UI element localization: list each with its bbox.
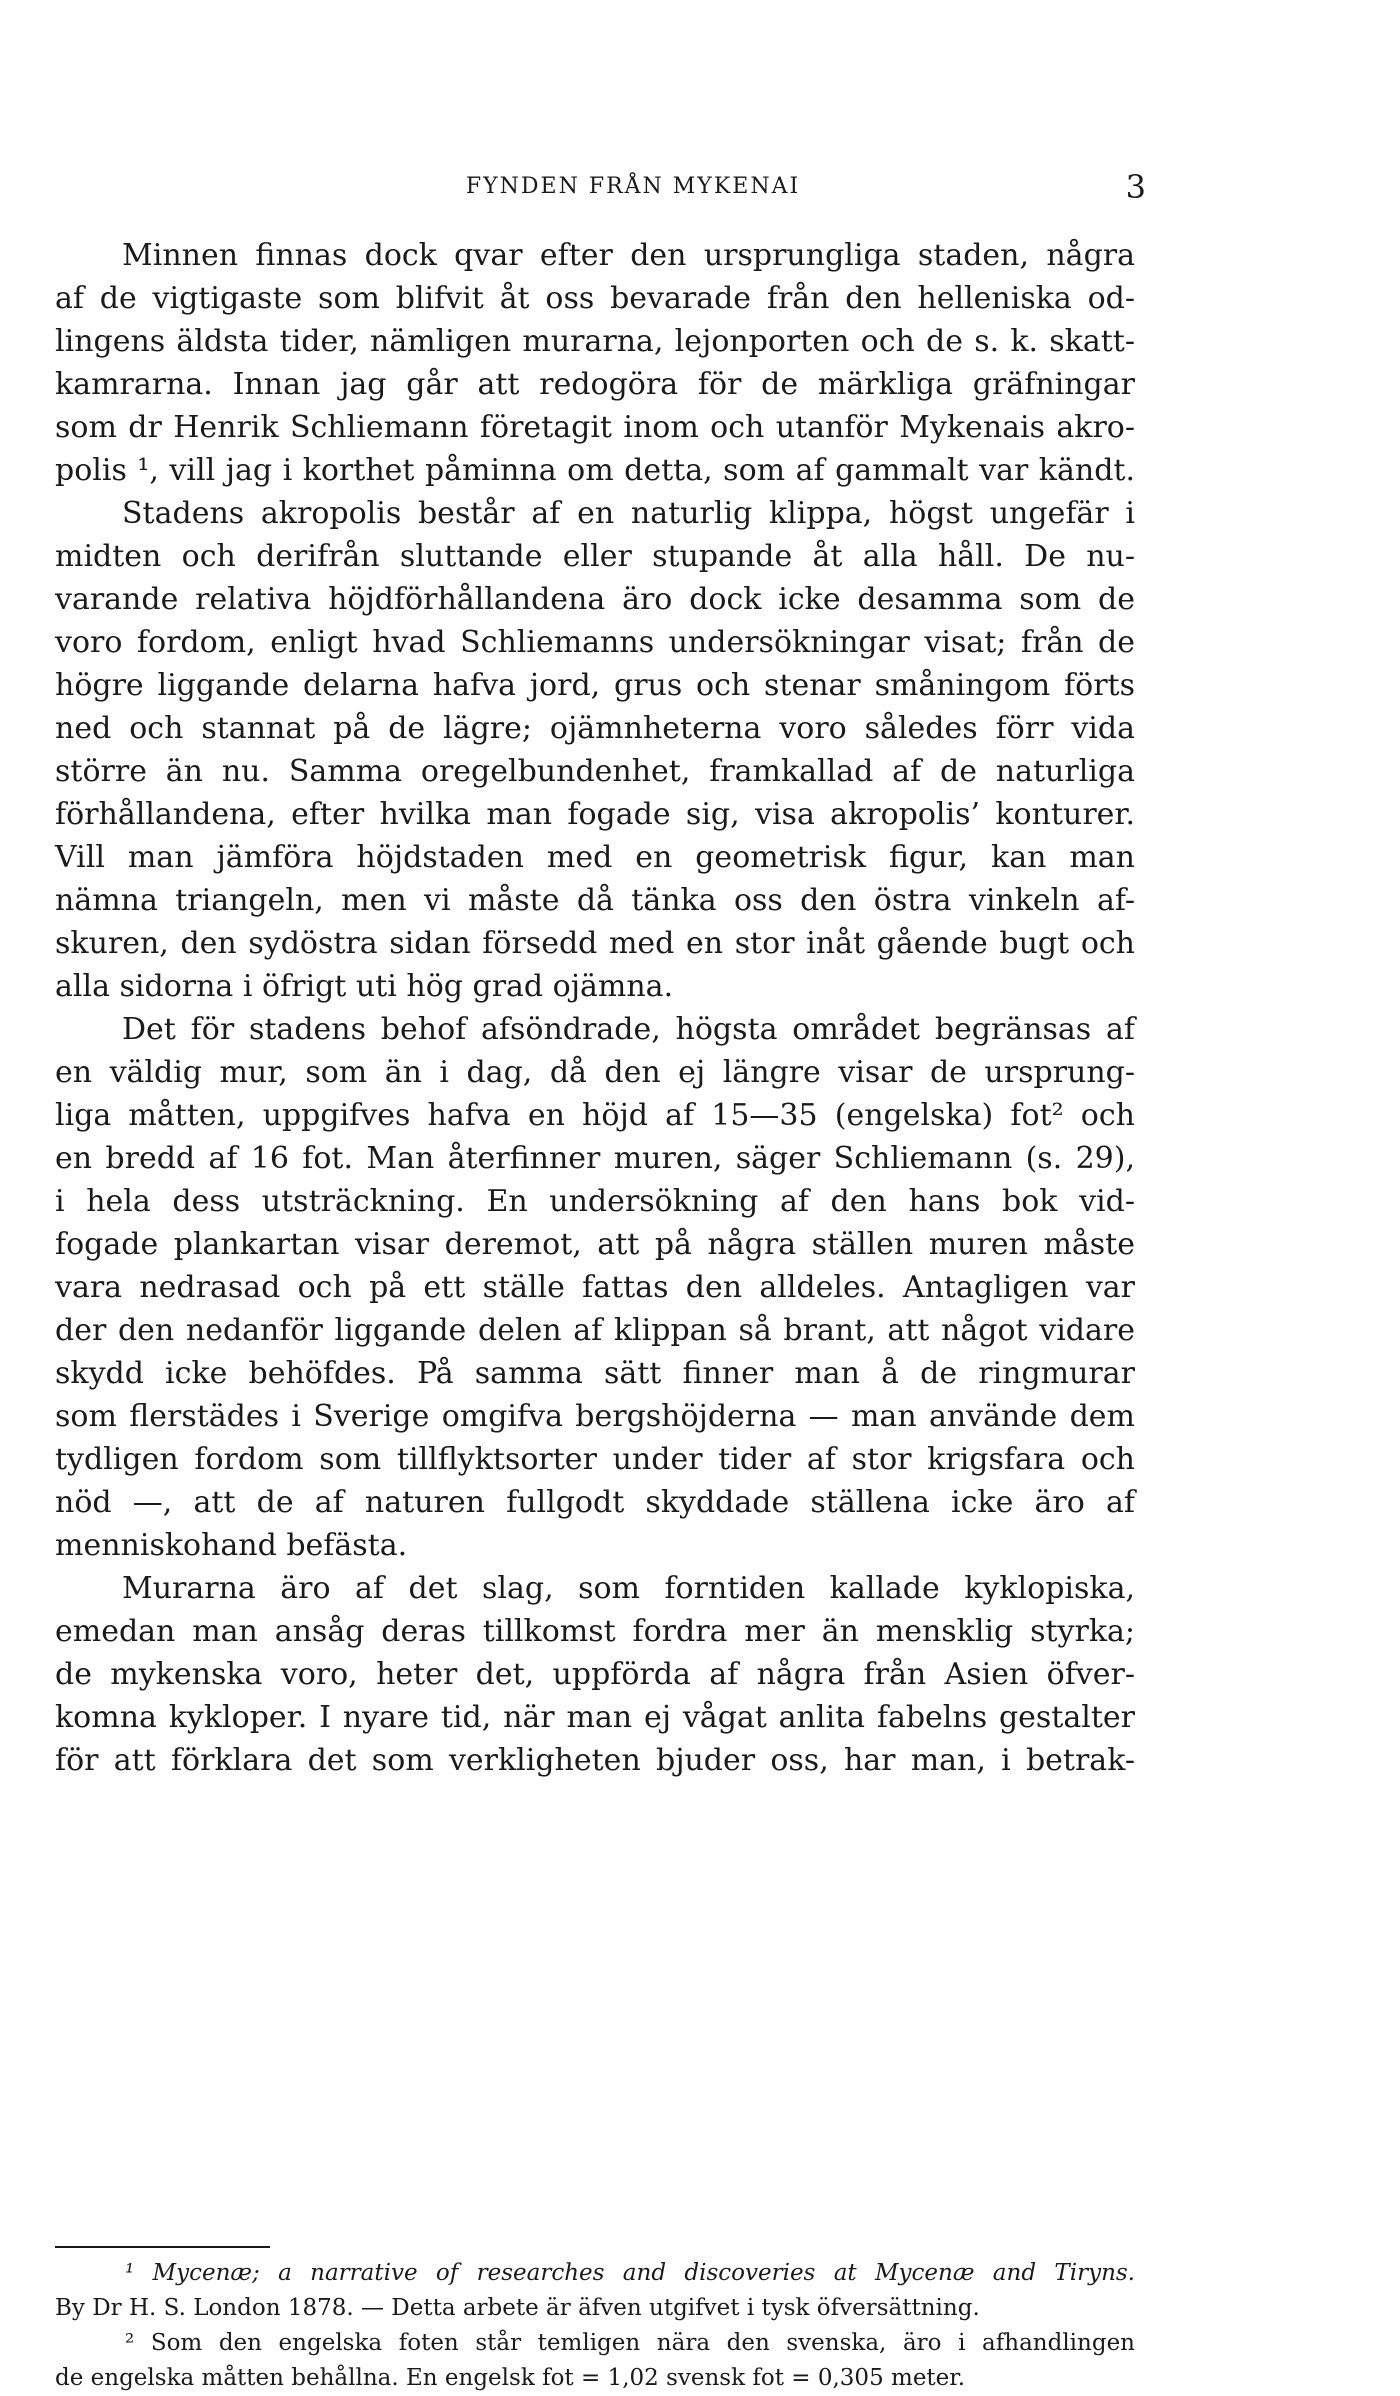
- text-line: skuren, den sydöstra sidan försedd med en stor inåt gående bugt och: [55, 926, 1135, 961]
- text-line: fogade plankartan visar deremot, att på några ställen muren måste: [55, 1227, 1135, 1262]
- page-header: [120, 168, 1146, 208]
- page-number: 3: [1125, 168, 1146, 206]
- text-line: menniskohand befästa.: [55, 1528, 408, 1563]
- footnote-line: ¹ Mycenæ; a narrative of researches and discoveries at Mycenæ and Tiryns.: [125, 2260, 1135, 2286]
- footnotes: [55, 2256, 1135, 2396]
- text-line: ned och stannat på de lägre; ojämnheterna voro således förr vida: [55, 711, 1135, 746]
- text-line: polis ¹, vill jag i korthet påminna om detta, som af gammalt var kändt.: [55, 453, 1135, 488]
- text-line: emedan man ansåg deras tillkomst fordra mer än mensklig styrka;: [55, 1614, 1135, 1649]
- text-line: alla sidorna i öfrigt uti hög grad ojämna.: [55, 969, 674, 1004]
- text-line: förhållandena, efter hvilka man fogade sig, visa akropolis’ konturer.: [55, 797, 1135, 832]
- text-line: Vill man jämföra höjdstaden med en geometrisk figur, kan man: [55, 840, 1135, 875]
- text-line: som flerstädes i Sverige omgifva bergshöjderna — man använde dem: [55, 1399, 1135, 1434]
- text-line: liga måtten, uppgifves hafva en höjd af 15—35 (engelska) fot² och: [55, 1098, 1135, 1133]
- footnote-rule: [55, 2246, 270, 2248]
- text-line: varande relativa höjdförhållandena äro dock icke desamma som de: [55, 582, 1135, 617]
- text-line: midten och derifrån sluttande eller stupande åt alla håll. De nu-: [55, 539, 1135, 574]
- text-line: der den nedanför liggande delen af klippan så brant, att något vidare: [55, 1313, 1135, 1348]
- text-line: för att förklara det som verkligheten bjuder oss, har man, i betrak-: [55, 1743, 1135, 1778]
- text-line: lingens äldsta tider, nämligen murarna, lejonporten och de s. k. skatt-: [55, 324, 1135, 359]
- text-line: Murarna äro af det slag, som forntiden kallade kyklopiska,: [122, 1571, 1135, 1606]
- text-line: skydd icke behöfdes. På samma sätt finner man å de ringmurar: [55, 1356, 1135, 1391]
- text-line: voro fordom, enligt hvad Schliemanns undersökningar visat; från de: [55, 625, 1135, 660]
- text-line: högre liggande delarna hafva jord, grus och stenar småningom förts: [55, 668, 1135, 703]
- text-line: af de vigtigaste som blifvit åt oss bevarade från den helleniska od-: [55, 281, 1135, 316]
- text-line: nöd —, att de af naturen fullgodt skyddade ställena icke äro af: [55, 1485, 1135, 1520]
- text-line: Stadens akropolis består af en naturlig klippa, högst ungefär i: [122, 496, 1135, 531]
- text-line: nämna triangeln, men vi måste då tänka oss den östra vinkeln af-: [55, 883, 1135, 918]
- text-line: vara nedrasad och på ett ställe fattas den alldeles. Antagligen var: [55, 1270, 1135, 1305]
- text-line: Det för stadens behof afsöndrade, högsta området begränsas af: [122, 1012, 1135, 1047]
- text-line: som dr Henrik Schliemann företagit inom och utanför Mykenais akro-: [55, 410, 1135, 445]
- footnote-line: ² Som den engelska foten står temligen nära den svenska, äro i afhandlingen: [125, 2330, 1135, 2356]
- text-line: tydligen fordom som tillflyktsorter under tider af stor krigsfara och: [55, 1442, 1135, 1477]
- text-line: de mykenska voro, heter det, uppförda af några från Asien öfver-: [55, 1657, 1135, 1692]
- body-text: [55, 234, 1135, 1782]
- footnote-line: de engelska måtten behållna. En engelsk fot = 1,02 svensk fot = 0,305 meter.: [55, 2365, 966, 2391]
- footnote-line: By Dr H. S. London 1878. — Detta arbete är äfven utgifvet i tysk öfversättning.: [55, 2295, 980, 2321]
- text-line: kamrarna. Innan jag går att redogöra för de märkliga gräfningar: [55, 367, 1135, 402]
- text-line: större än nu. Samma oregelbundenhet, framkallad af de naturliga: [55, 754, 1135, 789]
- text-line: i hela dess utsträckning. En undersökning af den hans bok vid-: [55, 1184, 1135, 1219]
- text-line: en bredd af 16 fot. Man återfinner muren, säger Schliemann (s. 29),: [55, 1141, 1135, 1176]
- text-line: en väldig mur, som än i dag, då den ej längre visar de ursprung-: [55, 1055, 1135, 1090]
- text-line: komna kykloper. I nyare tid, när man ej vågat anlita fabelns gestalter: [55, 1700, 1135, 1735]
- text-line: Minnen finnas dock qvar efter den ursprungliga staden, några: [122, 238, 1135, 273]
- running-title: FYNDEN FRÅN MYKENAI: [465, 174, 801, 199]
